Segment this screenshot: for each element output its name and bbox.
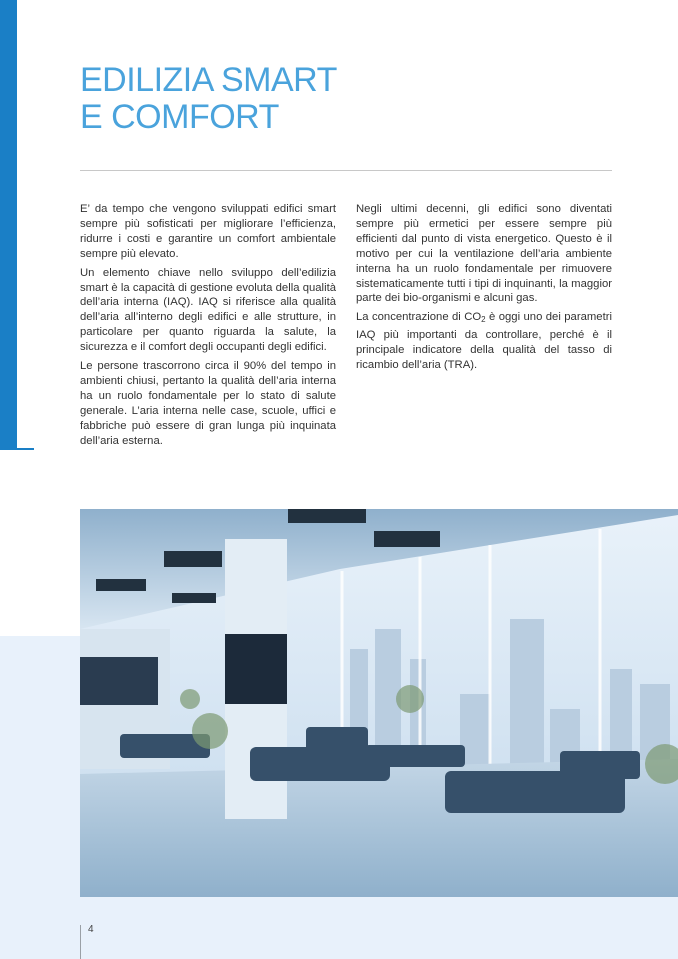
co2-text-before: La concentrazione di CO xyxy=(356,311,482,324)
title-divider xyxy=(80,170,612,171)
paragraph: E’ da tempo che vengono sviluppati edifici smart sempre più sofisticati per migliorare l’efficienza, ridurre i costi e garantire un comfort ambientale sempre più elevato. xyxy=(80,203,336,260)
office-lobby-photo xyxy=(80,509,678,897)
accent-bar-tick xyxy=(0,448,34,450)
title-line-1: EDILIZIA SMART xyxy=(80,61,337,99)
paragraph: Un elemento chiave nello sviluppo dell’edilizia smart è la capacità di gestione evoluta della qualità dell’aria interna (IAQ). IAQ si riferisce alla qualità dell’aria all’interno degli edifici e alle strutture, in particolare per quanto riguarda la salute, la sicurezza e il comfort degli occupanti degli edifici. xyxy=(80,266,336,354)
paragraph: Le persone trascorrono circa il 90% del tempo in ambienti chiusi, pertanto la qualità dell’aria interna ha un ruolo fondamentale per lo stato di salute generale. L’aria interna nelle case, scuole, uffici e fabbriche può essere di gran lunga più inquinata dell’aria esterna. xyxy=(80,360,336,447)
page-title xyxy=(80,62,337,136)
page-number-rule xyxy=(80,925,81,959)
page-number: 4 xyxy=(88,924,94,935)
paragraph-co2 xyxy=(356,310,612,373)
paragraph: Negli ultimi decenni, gli edifici sono diventati sempre più ermetici per essere sempre più efficienti dal punto di vista energetico. Questo è il motivo per cui la ventilazione dell’aria ambiente interna ha un ruolo fondamentale per rimuovere sistematicamente tutti i tipi di inquinanti, la maggior parte dei bio-organismi e alcuni gas. xyxy=(356,203,612,305)
co2-text-after: è oggi uno dei parametri IAQ più importanti da controllare, perché è il principale indicatore della qualità del tasso di ricambio dell’aria (TRA). xyxy=(356,311,612,372)
text-column-right xyxy=(356,202,612,377)
accent-bar xyxy=(0,0,17,450)
text-column-left xyxy=(80,202,336,453)
title-line-2: E COMFORT xyxy=(80,98,279,136)
co2-subscript: 2 xyxy=(481,315,486,325)
